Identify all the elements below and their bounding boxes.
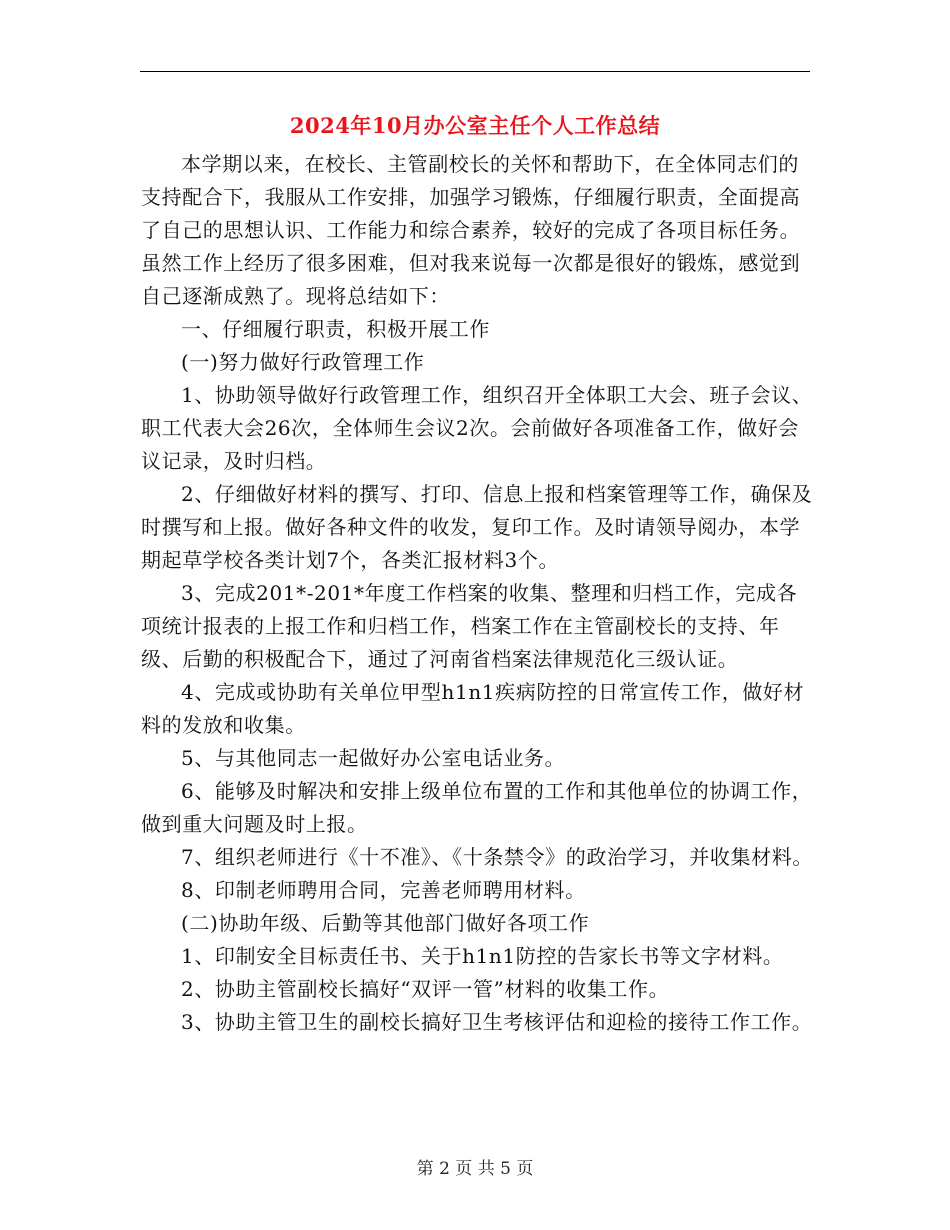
list-item: 1、印制安全目标责任书、关于h1n1防控的告家长书等文字材料。: [181, 944, 784, 968]
document-title: 2024年10月办公室主任个人工作总结: [289, 113, 661, 138]
subsection-heading-1: (一)努力做好行政管理工作: [181, 350, 425, 374]
paragraph-intro: 本学期以来，在校长、主管副校长的关怀和帮助下，在全体同志们的支持配合下，我服从工作安排，加强学习锻炼，仔细履行职责，全面提高了自己的思想认识、工作能力和综合素养，较好的完成了各项目标任务。虽然工作上经历了很多困难，但对我来说每一次都是很好的锻炼，感觉到自己逐渐成熟了。现将总结如下：: [141, 152, 801, 308]
list-item: 1、协助领导做好行政管理工作，组织召开全体职工大会、班子会议、职工代表大会26次，全体师生会议2次。会前做好各项准备工作，做好会议记录，及时归档。: [141, 383, 813, 473]
section-heading-1: 一、仔细履行职责，积极开展工作: [181, 317, 490, 341]
list-item: 6、能够及时解决和安排上级单位布置的工作和其他单位的协调工作，做到重大问题及时上报。: [141, 779, 813, 836]
list-item: 3、协助主管卫生的副校长搞好卫生考核评估和迎检的接待工作工作。: [181, 1010, 813, 1034]
list-item: 2、仔细做好材料的撰写、打印、信息上报和档案管理等工作，确保及时撰写和上报。做好各种文件的收发，复印工作。及时请领导阅办，本学期起草学校各类计划7个，各类汇报材料3个。: [141, 482, 813, 572]
list-item: 3、完成201*-201*年度工作档案的收集、整理和归档工作，完成各项统计报表的上报工作和归档工作，档案工作在主管副校长的支持、年级、后勤的积极配合下，通过了河南省档案法律规范化三级认证。: [141, 581, 798, 671]
document-body: [141, 148, 813, 1039]
list-item: 2、协助主管副校长搞好“双评一管”材料的收集工作。: [181, 977, 670, 1001]
page-number-footer: 第 2 页 共 5 页: [416, 1159, 534, 1179]
list-item: 4、完成或协助有关单位甲型h1n1疾病防控的日常宣传工作，做好材料的发放和收集。: [141, 680, 805, 737]
subsection-heading-2: (二)协助年级、后勤等其他部门做好各项工作: [181, 911, 590, 935]
list-item: 5、与其他同志一起做好办公室电话业务。: [181, 746, 566, 770]
list-item: 7、组织老师进行《十不准》、《十条禁令》的政治学习，并收集材料。: [181, 845, 813, 869]
list-item: 8、印制老师聘用合同，完善老师聘用材料。: [181, 878, 586, 902]
header-rule: [140, 71, 810, 72]
